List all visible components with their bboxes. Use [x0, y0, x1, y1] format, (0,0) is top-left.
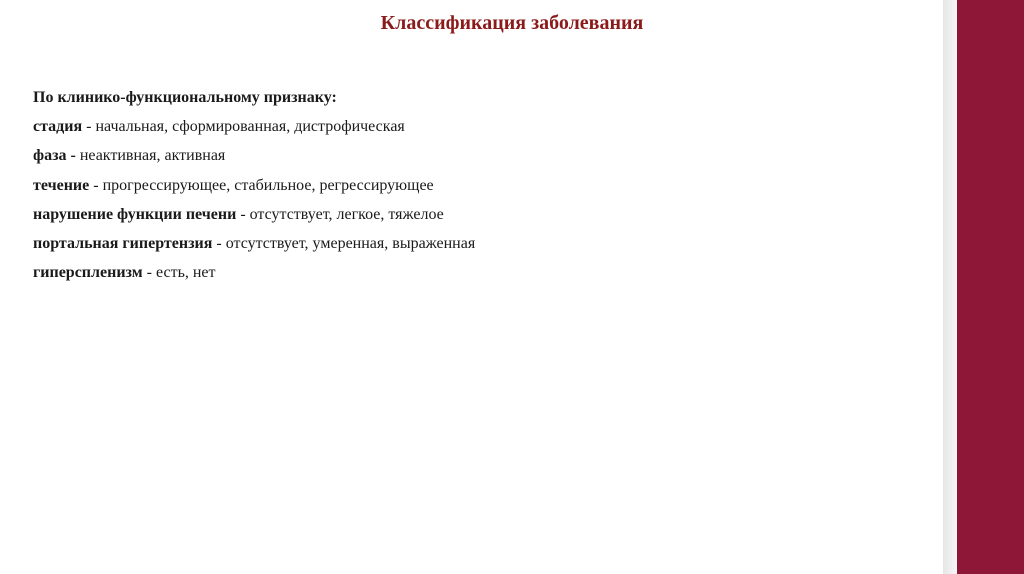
- row-portal-hypertension: [33, 229, 913, 258]
- row-values: неактивная, активная: [79, 147, 226, 165]
- row-term: гиперспленизм: [33, 264, 143, 282]
- row-values: отсутствует, умеренная, выраженная: [225, 235, 476, 253]
- row-term: нарушение функции печени: [33, 205, 237, 223]
- row-separator: -: [212, 235, 226, 253]
- row-term: портальная гипертензия: [33, 235, 213, 253]
- row-separator: -: [89, 176, 103, 194]
- row-values: есть, нет: [155, 264, 216, 282]
- row-values: начальная, сформированная, дистрофическая: [95, 118, 405, 136]
- row-term: течение: [33, 176, 90, 194]
- row-term: фаза -: [33, 147, 76, 165]
- row-course: [33, 171, 913, 200]
- classification-heading: По клинико-функциональному признаку:: [33, 89, 337, 106]
- side-shadow: [943, 0, 957, 574]
- classification-content: [33, 83, 913, 287]
- row-values: прогрессирующее, стабильное, регрессирующее: [102, 176, 434, 194]
- decorative-side-bar: [957, 0, 1024, 574]
- row-stage: [33, 112, 913, 141]
- row-hypersplenism: [33, 258, 913, 287]
- row-separator: -: [142, 264, 156, 282]
- row-separator: -: [236, 205, 250, 223]
- row-separator: -: [82, 118, 96, 136]
- row-liver-function: [33, 200, 913, 229]
- row-term: стадия: [33, 118, 83, 136]
- row-values: отсутствует, легкое, тяжелое: [249, 205, 444, 223]
- row-phase: [33, 141, 913, 170]
- slide-title: Классификация заболевания: [380, 12, 644, 34]
